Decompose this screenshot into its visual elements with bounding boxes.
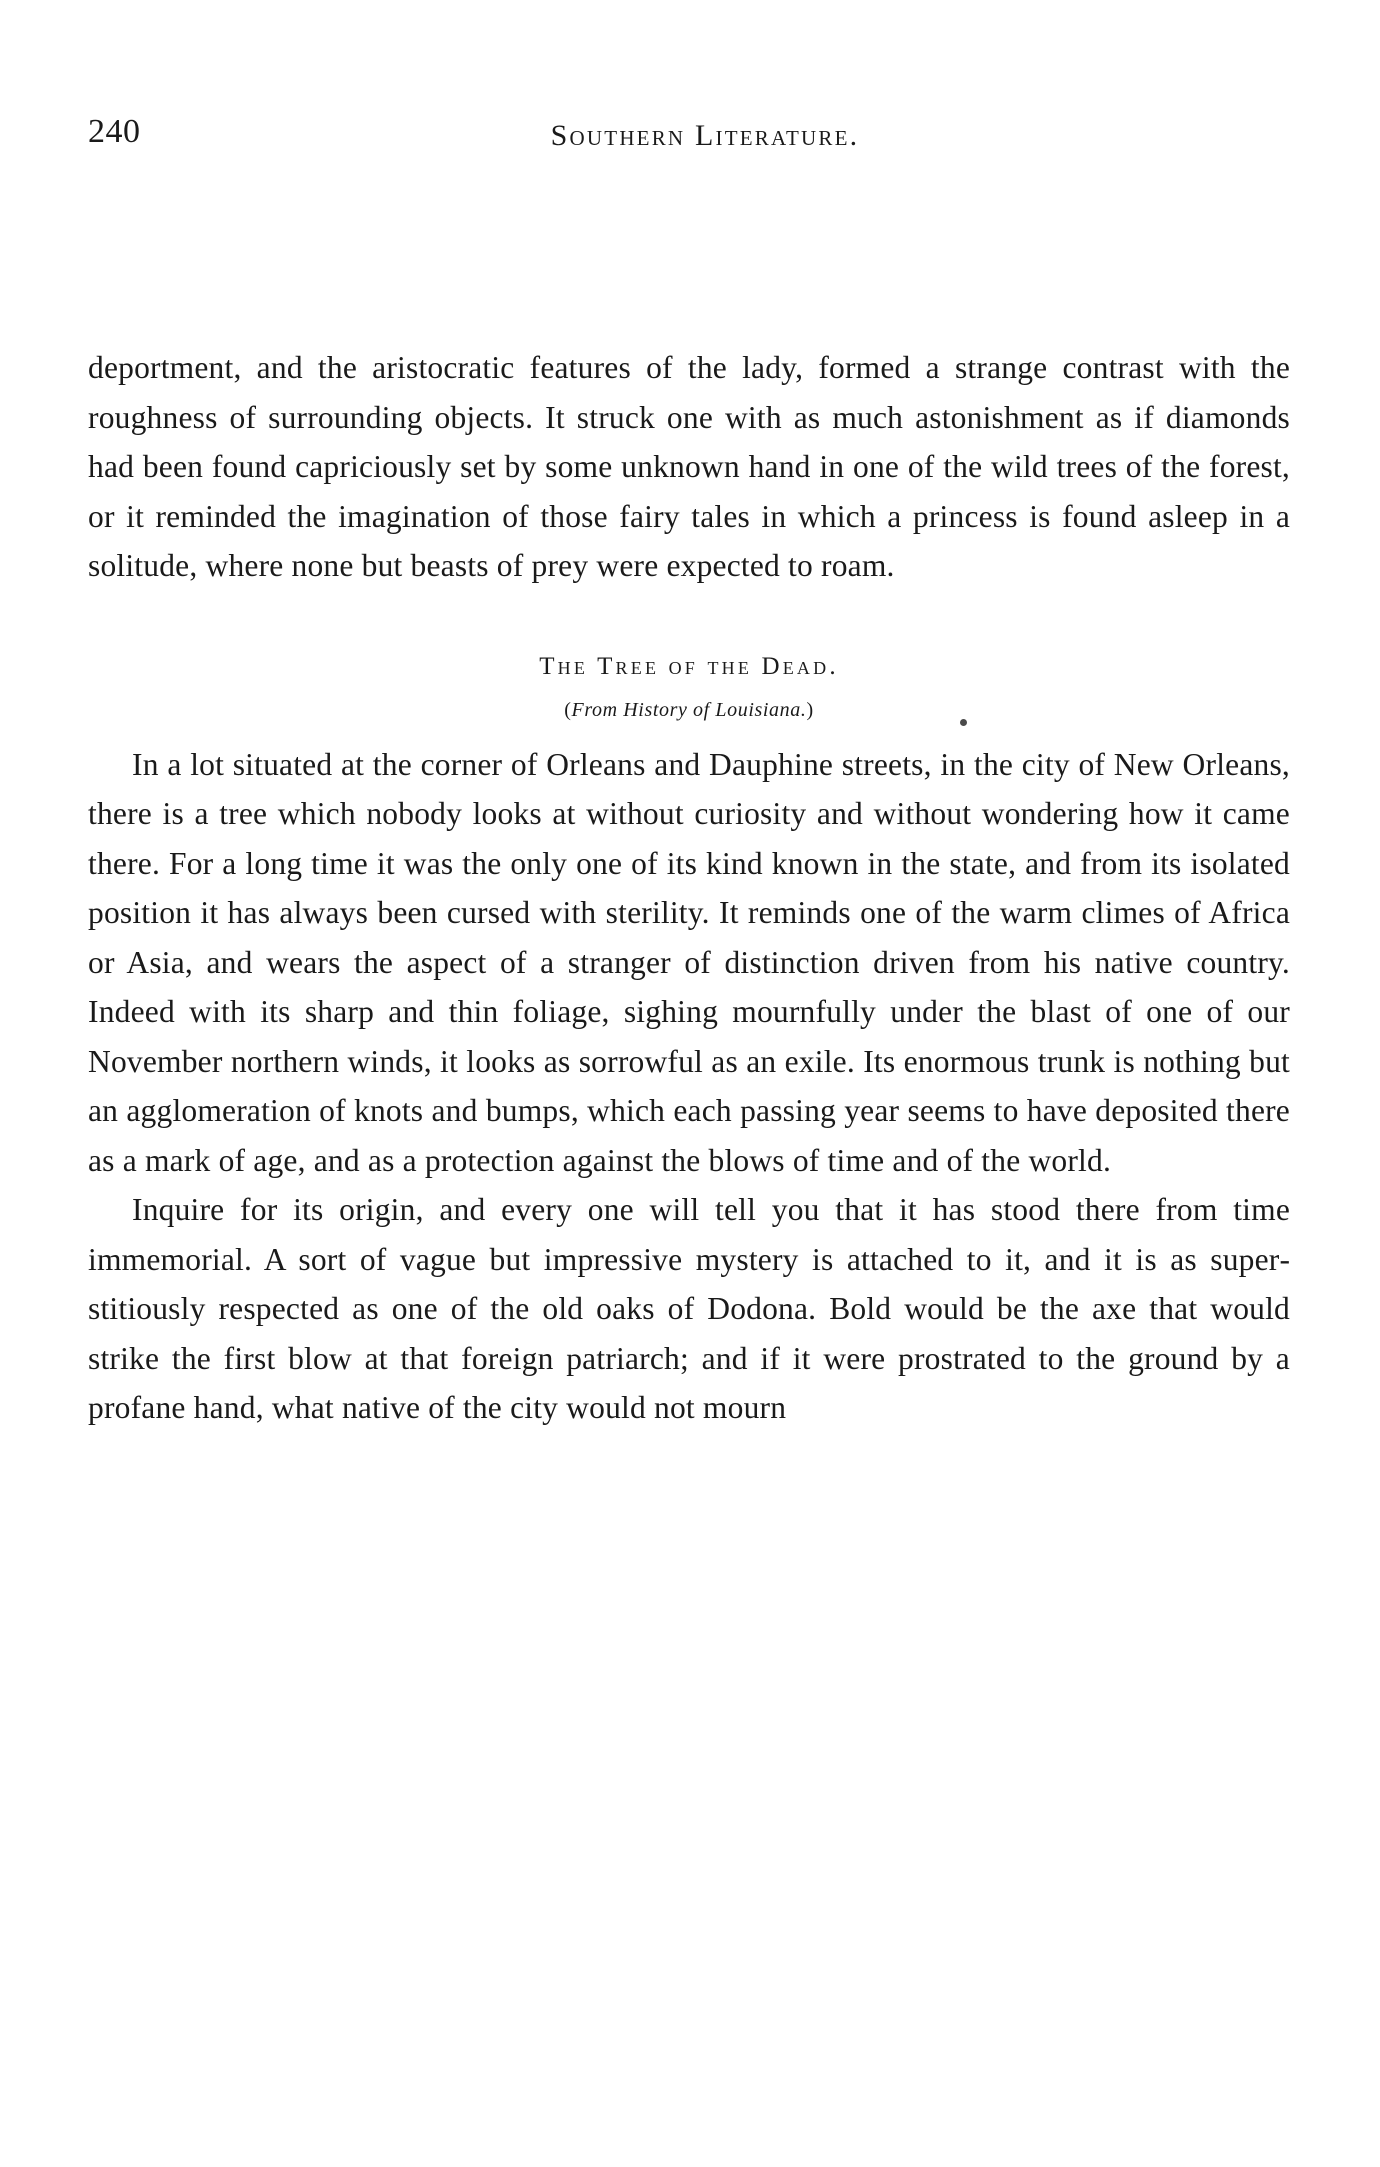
source-note-text: From History of Louisiana. [571, 698, 807, 721]
document-page [0, 105, 1380, 2167]
running-head-text: Southern Literature. [550, 119, 860, 152]
section-source-note [88, 699, 1290, 722]
source-note-close-paren: ) [806, 698, 814, 721]
section-heading: The Tree of the Dead. [539, 652, 839, 680]
paragraph-continued: deportment, and the aristocratic features of the lady, formed a strange contrast with the roughness of surrounding objects. It struck one with as much astonishment as if diamonds had been found capriciously set by some unknown hand in one of the wild trees of the forest, or it reminded the imagination of those fairy tales in which a princess is found asleep in a solitude, where none but beasts of prey were expected to roam. [88, 350, 1290, 583]
paragraph-body-2: Inquire for its origin, and every one will tell you that it has stood there from time immemorial. A sort of vague but impressive mystery is attached to it, and it is as superstitiously respected as one of the old oaks of Dodona. Bold would be the axe that would strike the first blow at that foreign patriarch; and if it were prostrated to the ground by a profane hand, what native of the city would not mourn [88, 1192, 1290, 1425]
source-note-open-paren: ( [564, 698, 572, 721]
page-body [88, 343, 1290, 1433]
ink-speck [960, 719, 967, 726]
page-number: 240 [88, 113, 141, 150]
running-head [0, 119, 1380, 153]
paragraph-body-1: In a lot situated at the corner of Orleans and Dauphine streets, in the city of New Orleans, there is a tree which nobody looks at without curiosity and without wondering how it came there. For a long time it was the only one of its kind known in the state, and from its isolated position it has always been cursed with sterility. It reminds one of the warm climes of Africa or Asia, and wears the aspect of a stranger of distinction driven from his native country. Indeed with its sharp and thin foliage, sighing mournfully under the blast of one of our November northern winds, it looks as sorrowful as an exile. Its enormous trunk is nothing but an agglomeration of knots and bumps, which each passing year seems to have deposited there as a mark of age, and as a protection against the blows of time and of the world. [88, 746, 1290, 1178]
page-header [0, 105, 1380, 185]
